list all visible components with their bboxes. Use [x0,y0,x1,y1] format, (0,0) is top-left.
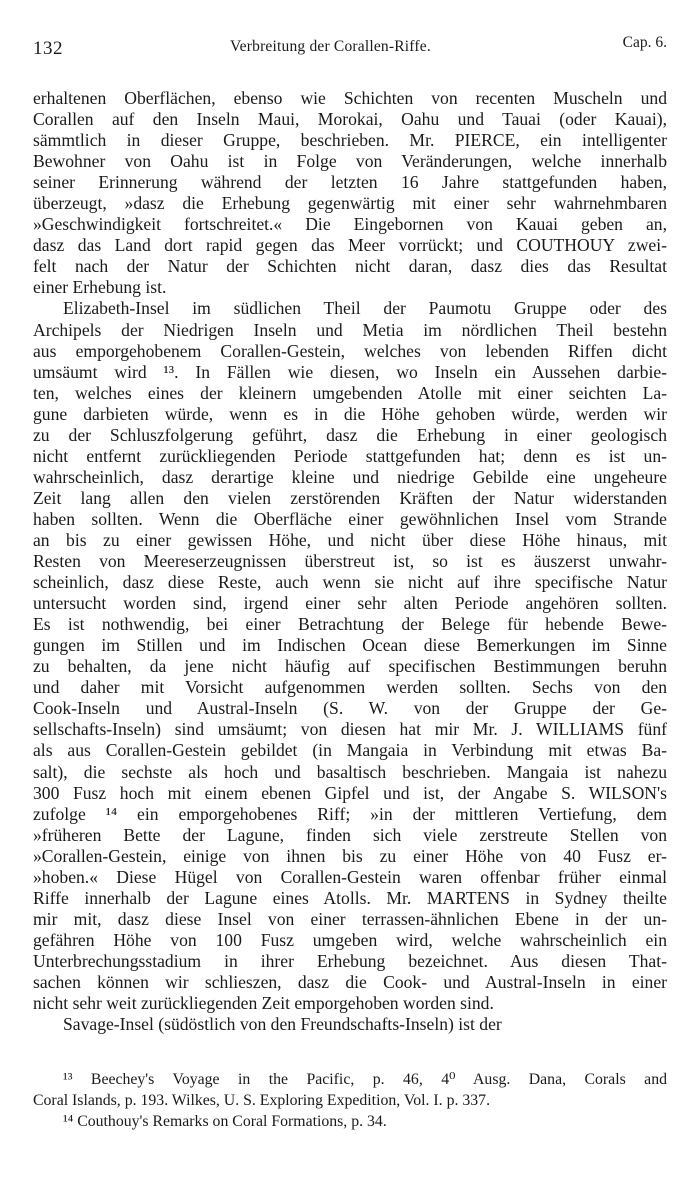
page-number: 132 [33,38,63,59]
body-text [33,88,667,1035]
body-line: erhaltenen Oberflächen, ebenso wie Schichten von recenten Muscheln und [33,88,667,108]
body-line: dasz das Land dort rapid gegen das Meer vorrückt; und COUTHOUY zwei- [33,235,667,256]
body-line: felt nach der Natur der Schichten nicht daran, dasz dies das Resultat [33,256,667,277]
body-line: Savage-Insel (südöstlich von den Freundschafts-Inseln) ist der [63,1014,502,1035]
body-line: Bewohner von Oahu ist in Folge von Veränderungen, welche innerhalb [33,151,667,172]
body-line: Zeit lang allen den vielen zerstörenden Kräften der Natur widerstanden [33,487,667,508]
body-line: »Geschwindigkeit fortschreitet.« Die Eingebornen von Kauai geben an, [33,214,667,235]
body-line: »früheren Bette der Lagune, finden sich viele zerstreute Stellen von [33,824,667,845]
body-line: Riffe innerhalb der Lagune eines Atolls. Mr. MARTENS in Sydney theilte [33,887,667,908]
body-line: Resten von Meereserzeugnissen überstreut ist, so ist es äuszerst unwahr- [33,551,667,572]
chapter-label: Cap. 6. [622,34,667,51]
body-line: sellschafts-Inseln) sind umsäumt; von diesen hat mir Mr. J. WILLIAMS fünf [33,719,667,740]
body-line: Unterbrechungsstadium in ihrer Erhebung bezeichnet. Aus diesen That- [33,950,667,971]
body-line: ten, welches eines der kleinern umgebenden Atolle mit einer seichten La- [33,382,667,403]
body-line: wahrscheinlich, dasz derartige kleine und niedrige Gebilde eine ungeheure [33,466,667,487]
body-line: seiner Erinnerung während der letzten 16 Jahre stattgefunden haben, [33,172,667,193]
body-line: überzeugt, »dasz die Erhebung gegenwärtig mit einer sehr wahrnehmbaren [33,193,667,214]
footnote-line: ¹⁴ Couthouy's Remarks on Coral Formations, p. 34. [63,1113,387,1131]
body-line: Cook-Inseln und Austral-Inseln (S. W. von der Gruppe der Ge- [33,698,667,719]
body-line: mir mit, dasz diese Insel von einer terrassen-ähnlichen Ebene in der un- [33,908,667,929]
body-line: an bis zu einer gewissen Höhe, und nicht über diese Höhe hinaus, mit [33,529,667,550]
body-line: gune darbieten würde, wenn es in die Höhe gehoben würde, werden wir [33,403,667,424]
body-line: zufolge ¹⁴ ein emporgehobenes Riff; »in der mittleren Vertiefung, dem [33,803,667,824]
body-line: gefähren Höhe von 100 Fusz umgeben wird, welche wahrscheinlich ein [33,929,667,950]
body-line: aus emporgehobenem Corallen-Gestein, welches von lebenden Riffen dicht [33,340,667,361]
page-header [33,30,667,64]
body-line: einer Erhebung ist. [33,277,167,298]
body-line: untersucht worden sind, irgend einer sehr alten Periode angehören sollten. [33,593,667,614]
body-line: scheinlich, dasz diese Reste, auch wenn sie nicht auf ihre specifische Natur [33,572,667,593]
body-line: salt), die sechste als hoch und basaltisch beschrieben. Mangaia ist nahezu [33,761,667,782]
body-line: als aus Corallen-Gestein gebildet (in Mangaia in Verbindung mit etwas Ba- [33,740,667,761]
body-line: sachen können wir schlieszen, dasz die Cook- und Austral-Inseln in einer [33,971,667,992]
body-line: Corallen auf den Inseln Maui, Morokai, Oahu und Tauai (oder Kauai), [33,109,667,130]
body-line: umsäumt wird ¹³. In Fällen wie diesen, wo Inseln ein Aussehen darbie- [33,361,667,382]
body-line: zu behalten, da jene nicht häufig auf specifischen Bestimmungen beruhn [33,656,667,677]
body-line: und daher mit Vorsicht aufgenommen werden sollten. Sechs von den [33,677,667,698]
body-line: sämmtlich in dieser Gruppe, beschrieben. Mr. PIERCE, ein intelligenter [33,130,667,151]
running-title: Verbreitung der Corallen-Riffe. [230,38,431,55]
body-line: nicht sehr weit zurückliegenden Zeit emporgehoben worden sind. [33,993,494,1014]
body-line: haben sollten. Wenn die Oberfläche einer gewöhnlichen Insel vom Strande [33,508,667,529]
footnotes [33,1069,667,1132]
body-line: »hoben.« Diese Hügel von Corallen-Gestein waren offenbar früher einmal [33,866,667,887]
body-line: 300 Fusz hoch mit einem ebenen Gipfel und ist, der Angabe S. WILSON's [33,782,667,803]
body-line: Es ist nothwendig, bei einer Betrachtung der Belege für hebende Bewe- [33,614,667,635]
body-line: »Corallen-Gestein, einige von ihnen bis zu einer Höhe von 40 Fusz er- [33,845,667,866]
footnote-line: ¹³ Beechey's Voyage in the Pacific, p. 46, 4⁰ Ausg. Dana, Corals and [63,1071,667,1089]
body-line: Elizabeth-Insel im südlichen Theil der Paumotu Gruppe oder des [63,298,667,319]
body-line: Archipels der Niedrigen Inseln und Metia im nördlichen Theil bestehn [33,319,667,340]
body-line: zu der Schluszfolgerung geführt, dasz die Erhebung in einer geologisch [33,424,667,445]
body-line: gungen im Stillen und im Indischen Ocean diese Bemerkungen im Sinne [33,635,667,656]
footnote-line: Coral Islands, p. 193. Wilkes, U. S. Exploring Expedition, Vol. I. p. 337. [33,1092,491,1110]
body-line: nicht entfernt zurückliegenden Periode stattgefunden hat; denn es ist un- [33,445,667,466]
